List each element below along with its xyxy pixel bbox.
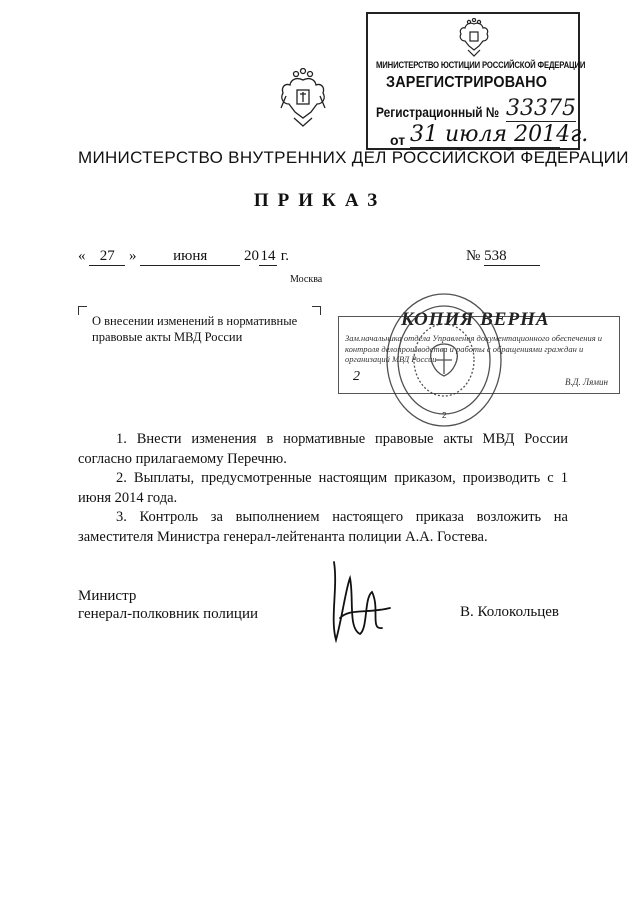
corner-bracket-top-left: [78, 306, 87, 315]
quote-open: «: [78, 248, 86, 264]
order-subject: О внесении изменений в нормативные правовые акты МВД России: [92, 314, 298, 344]
registration-date: 31 июля 2014г.: [410, 122, 589, 147]
copy-stamp-text: Зам.начальника отдела Управления документационного обеспечения и контроля делопроизводства и работы с обращениями граждан и организаций МВД России: [345, 333, 603, 364]
signer-position-line1: Министр: [78, 588, 137, 604]
order-item: 3. Контроль за выполнением настоящего приказа возложить на заместителя Министра генерал-лейтенанта полиции А.А. Гостева.: [78, 509, 568, 545]
order-number-label: №: [466, 248, 481, 264]
round-seal-icon: [384, 290, 504, 430]
order-year-unit: г.: [280, 248, 289, 264]
copy-stamp-day: 2: [353, 369, 360, 384]
stamp-emblem-icon: [456, 18, 492, 58]
order-date: [78, 248, 289, 266]
copy-stamp-title: КОПИЯ ВЕРНА: [401, 309, 550, 330]
signature-icon: [320, 558, 400, 648]
order-item: 1. Внести изменения в нормативные правовые акты МВД России согласно прилагаемому Перечню.: [78, 431, 568, 467]
signer-name: В. Колокольцев: [460, 604, 559, 620]
order-year-prefix: 20: [244, 248, 259, 264]
order-body: [78, 430, 568, 547]
order-item: 2. Выплаты, предусмотренные настоящим приказом, производить с 1 июня 2014 года.: [78, 470, 568, 506]
coat-of-arms-icon: [278, 68, 328, 130]
registration-title: ЗАРЕГИСТРИРОВАНО: [386, 74, 548, 91]
order-number: [466, 248, 540, 266]
order-year-suffix: 14: [260, 248, 276, 264]
registration-number-label: Регистрационный №: [376, 104, 500, 120]
order-day: 27: [89, 248, 125, 266]
svg-text:2: 2: [442, 411, 447, 420]
quote-close: »: [129, 248, 137, 264]
registration-number: 33375: [506, 96, 576, 121]
copy-stamp-name: В.Д. Лямин: [565, 377, 608, 387]
order-month: июня: [140, 248, 240, 266]
registration-stamp: [366, 12, 589, 150]
registration-date-label: от: [390, 132, 406, 148]
registration-ministry: МИНИСТЕРСТВО ЮСТИЦИИ РОССИЙСКОЙ ФЕДЕРАЦИИ: [376, 60, 586, 70]
order-city: Москва: [290, 274, 323, 285]
signer-position-line2: генерал-полковник полиции: [78, 606, 259, 622]
ministry-header: МИНИСТЕРСТВО ВНУТРЕННИХ ДЕЛ РОССИЙСКОЙ ФЕДЕРАЦИИ: [78, 148, 629, 167]
order-number-value: 538: [484, 248, 540, 266]
document-type-title: ПРИКАЗ: [253, 190, 387, 211]
